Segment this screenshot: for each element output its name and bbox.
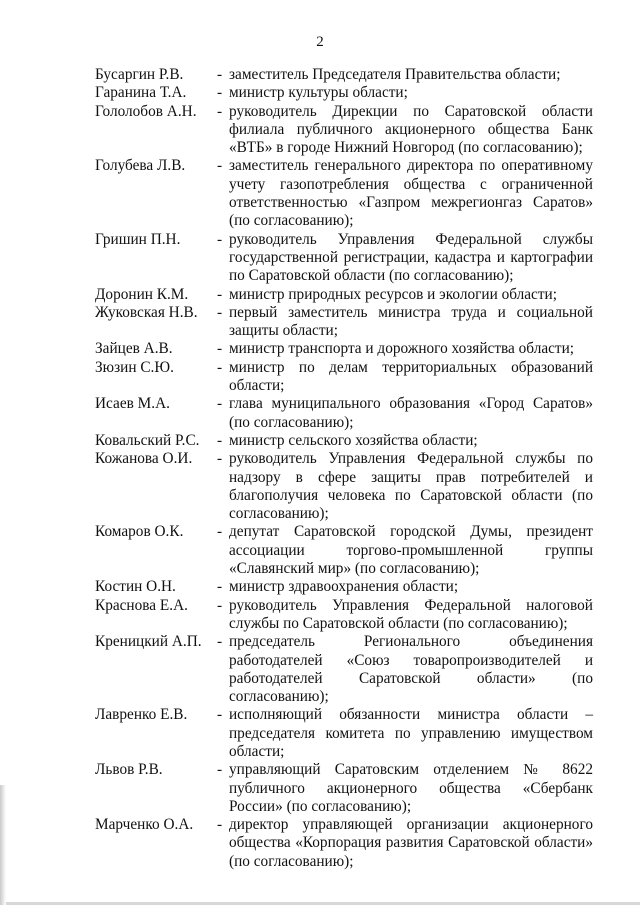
member-entry xyxy=(95,359,593,396)
member-name: Исаев М.А. xyxy=(95,395,170,413)
member-entry xyxy=(95,286,593,304)
member-entry xyxy=(95,597,593,634)
member-entry xyxy=(95,103,593,158)
member-position: глава муниципального образования «Город Саратов» (по согласованию); xyxy=(229,395,593,431)
member-name: Краснова Е.А. xyxy=(95,596,188,614)
entry-dash: - xyxy=(217,633,223,651)
member-entry xyxy=(95,395,593,432)
member-position: министр по делам территориальных образований области; xyxy=(229,358,593,395)
member-entry xyxy=(95,231,593,286)
member-entry xyxy=(95,450,593,523)
entry-dash: - xyxy=(217,523,223,541)
member-position: руководитель Управления Федеральной налоговой службы по Саратовской области (по согласованию); xyxy=(229,596,593,632)
member-entry xyxy=(95,84,593,102)
member-name: Жуковская Н.В. xyxy=(95,303,198,321)
member-name: Бусаргин Р.В. xyxy=(95,66,184,83)
member-entry xyxy=(95,432,593,450)
member-position: заместитель Председателя Правительства области; xyxy=(229,66,561,83)
member-name: Гришин П.Н. xyxy=(95,230,181,248)
entry-dash: - xyxy=(217,66,223,83)
member-name: Кожанова О.И. xyxy=(95,450,193,468)
page-number: 2 xyxy=(316,34,324,50)
member-position: министр здравоохранения области; xyxy=(229,578,459,596)
entry-dash: - xyxy=(217,102,223,120)
entry-dash: - xyxy=(217,450,223,468)
member-position: министр культуры области; xyxy=(229,84,408,102)
member-list xyxy=(95,66,593,871)
member-entry xyxy=(95,523,593,578)
member-entry xyxy=(95,66,593,84)
member-entry xyxy=(95,761,593,816)
entry-dash: - xyxy=(217,596,223,614)
member-position: исполняющий обязанности министра области – председателя комитета по управлению имуществом области; xyxy=(229,706,593,760)
member-name: Львов Р.В. xyxy=(95,761,163,779)
member-name: Комаров О.К. xyxy=(95,523,184,541)
member-position: управляющий Саратовским отделением № 8622 публичного акционерного общества «Сбербанк России» (по согласованию); xyxy=(229,761,593,815)
entry-dash: - xyxy=(217,395,223,413)
member-position: министр сельского хозяйства области; xyxy=(229,431,478,449)
entry-dash: - xyxy=(217,157,223,175)
entry-dash: - xyxy=(217,230,223,248)
entry-dash: - xyxy=(217,340,223,358)
member-position: председатель Регионального объединения работодателей «Союз товаропроизводителей и работодателей Саратовской области» (по согласованию); xyxy=(229,633,593,706)
member-name: Креницкий А.П. xyxy=(95,633,202,651)
member-position: первый заместитель министра труда и социальной защиты области; xyxy=(229,303,593,340)
entry-dash: - xyxy=(217,358,223,376)
entry-dash: - xyxy=(217,578,223,596)
member-name: Ковальский Р.С. xyxy=(95,431,200,449)
entry-dash: - xyxy=(217,431,223,449)
member-name: Голубева Л.В. xyxy=(95,157,186,175)
member-name: Гололобов А.Н. xyxy=(95,102,197,120)
member-position: заместитель генерального директора по оперативному учету газопотребления общества с ограниченной ответственностью «Газпром межрегионгаз Саратов» (по согласованию); xyxy=(229,157,593,230)
member-name: Марченко О.А. xyxy=(95,816,194,834)
member-position: руководитель Дирекции по Саратовской области филиала публичного акционерного общества Банк «ВТБ» в городе Нижний Новгород (по согласованию); xyxy=(229,102,593,157)
member-name: Зюзин С.Ю. xyxy=(95,358,174,376)
scan-shadow xyxy=(0,785,6,905)
member-entry xyxy=(95,304,593,341)
member-entry xyxy=(95,578,593,596)
member-position: министр транспорта и дорожного хозяйства области; xyxy=(229,340,575,358)
entry-dash: - xyxy=(217,303,223,321)
member-entry xyxy=(95,706,593,761)
entry-dash: - xyxy=(217,706,223,724)
member-name: Доронин К.М. xyxy=(95,285,189,303)
entry-dash: - xyxy=(217,84,223,102)
member-entry xyxy=(95,157,593,230)
member-position: руководитель Управления Федеральной службы государственной регистрации, кадастра и картографии по Саратовской области (по согласованию); xyxy=(229,230,593,285)
member-name: Костин О.Н. xyxy=(95,578,176,596)
entry-dash: - xyxy=(217,761,223,779)
member-name: Зайцев А.В. xyxy=(95,340,173,358)
member-position: министр природных ресурсов и экологии области; xyxy=(229,285,557,303)
member-entry xyxy=(95,340,593,358)
entry-dash: - xyxy=(217,816,223,834)
member-entry xyxy=(95,633,593,706)
member-position: руководитель Управления Федеральной службы по надзору в сфере защиты прав потребителей и благополучия человека по Саратовской области (по согласованию); xyxy=(229,450,593,523)
member-entry xyxy=(95,816,593,871)
member-position: депутат Саратовской городской Думы, президент ассоциации торгово-промышленной группы «Славянский мир» (по согласованию); xyxy=(229,523,593,578)
member-position: директор управляющей организации акционерного общества «Корпорация развития Саратовской области» (по согласованию); xyxy=(229,816,593,870)
entry-dash: - xyxy=(217,285,223,303)
member-name: Лавренко Е.В. xyxy=(95,706,188,724)
member-name: Гаранина Т.А. xyxy=(95,84,187,102)
